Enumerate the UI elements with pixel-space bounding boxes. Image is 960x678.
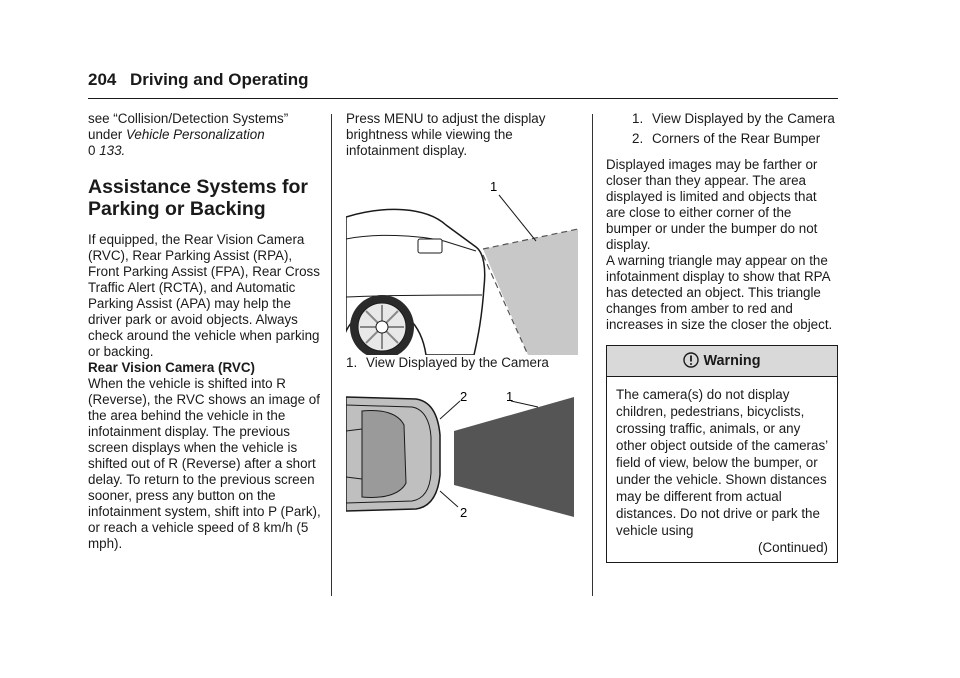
callout-1: 1 xyxy=(490,179,498,194)
callout-2-bottom: 2 xyxy=(460,505,468,519)
page-ref-icon: 0 xyxy=(88,143,96,158)
warning-title: Warning xyxy=(703,353,761,369)
continued-label: (Continued) xyxy=(758,540,828,555)
callout-1-top: 1 xyxy=(506,391,514,404)
column-divider-1 xyxy=(331,114,332,596)
list-text: View Displayed by the Camera xyxy=(652,111,835,126)
warning-text: The camera(s) do not display children, pedestrians, bicyclists, crossing traffic, animals, or any other object outside of the cameras’ field of view, below the bumper, or under the vehicle. Shown distances may be different from actual distances. Do not drive or park the vehicle using xyxy=(616,387,828,538)
column-right xyxy=(606,111,838,563)
section-title: Driving and Operating xyxy=(130,70,309,89)
figure-legend-list xyxy=(606,111,838,147)
list-number: 2. xyxy=(632,131,644,146)
subheading-rvc: Rear Vision Camera (RVC) xyxy=(88,360,255,375)
car-top-view-illustration xyxy=(346,391,578,519)
caption-number: 1. xyxy=(346,355,358,370)
car-rear-camera-illustration xyxy=(346,177,578,355)
warning-box xyxy=(606,345,838,563)
list-number: 1. xyxy=(632,111,644,126)
heading-assistance-systems: Assistance Systems for Parking or Backing xyxy=(88,176,309,220)
page-ref-end: . xyxy=(121,143,126,158)
intro-prefix: under xyxy=(88,127,126,142)
list-item xyxy=(606,131,838,147)
intro-line-1: see “Collision/Detection Systems” xyxy=(88,111,289,126)
warning-icon xyxy=(683,352,699,368)
figure-camera-coverage-top xyxy=(346,391,578,519)
page-number: 204 xyxy=(88,70,117,89)
paragraph-warning-triangle: A warning triangle may appear on the infotainment display to show that RPA has detected an object. This triangle changes from amber to red and increases in size the closer the object. xyxy=(606,253,833,332)
intro-line-3 xyxy=(88,143,324,159)
page-header xyxy=(88,70,838,98)
list-text: Corners of the Rear Bumper xyxy=(652,131,821,146)
column-left xyxy=(88,111,324,552)
paragraph-menu-brightness: Press MENU to adjust the display brightness while viewing the infotainment display. xyxy=(346,111,546,158)
warning-body xyxy=(607,377,837,562)
header-rule xyxy=(88,98,838,99)
column-middle xyxy=(346,111,578,519)
paragraph-assistance-intro: If equipped, the Rear Vision Camera (RVC), Rear Parking Assist (RPA), Front Parking Assist (FPA), Rear Cross Traffic Alert (RCTA), and Automatic Parking Assist (APA) may help the driver park or avoid objects. Always check around the vehicle when parking or backing. xyxy=(88,232,320,359)
paragraph-display-limits: Displayed images may be farther or closer than they appear. The area displayed is limited and objects that are close to either corner of the bumper or under the bumper do not display. xyxy=(606,157,818,252)
callout-2-top: 2 xyxy=(460,391,468,404)
warning-header xyxy=(607,346,837,377)
column-divider-2 xyxy=(592,114,593,596)
cross-reference-link[interactable]: Vehicle Personalization xyxy=(125,127,265,142)
figure-rear-camera-view xyxy=(346,177,578,355)
list-item xyxy=(606,111,838,127)
figure-caption xyxy=(346,355,578,371)
paragraph-rvc: When the vehicle is shifted into R (Reverse), the RVC shows an image of the area behind the vehicle in the infotainment display. The previous screen displays when the vehicle is shifted out of R (Reverse) after a short delay. To return to the previous screen sooner, press any button on the infotainment system, shift into P (Park), or reach a vehicle speed of 8 km/h (5 mph). xyxy=(88,376,321,551)
page-ref-number[interactable]: 133 xyxy=(99,143,122,158)
caption-text: View Displayed by the Camera xyxy=(366,355,549,370)
intro-line-2 xyxy=(88,127,324,143)
